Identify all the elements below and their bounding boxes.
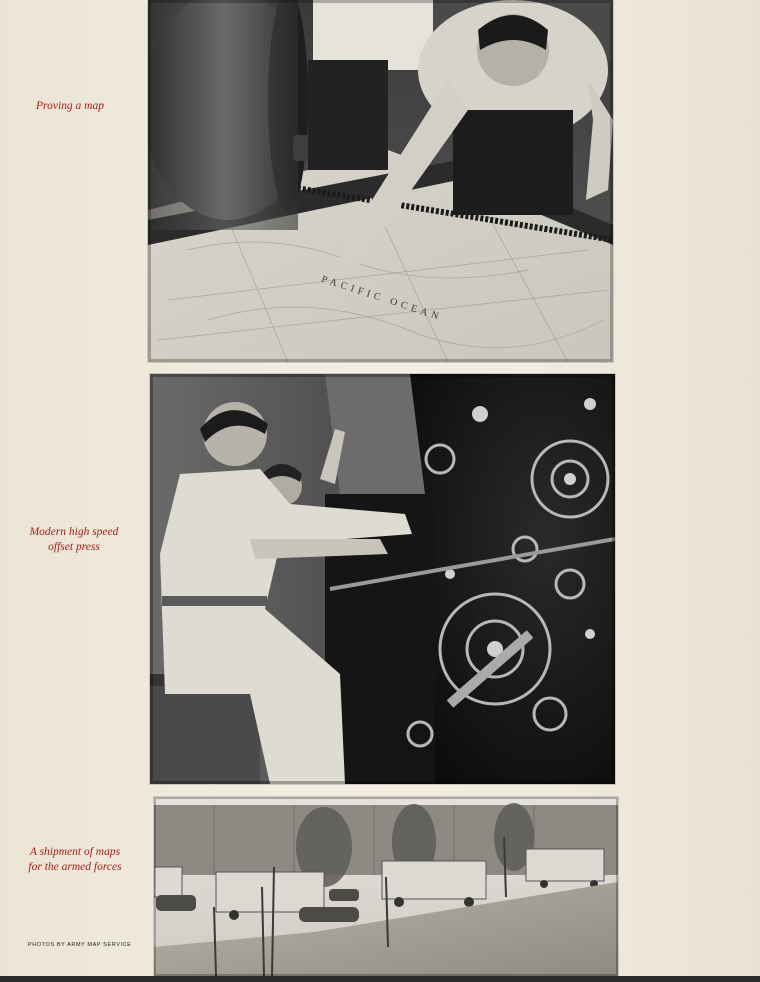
caption-text: Proving a map [36,100,104,112]
photo-map-shipment [154,797,618,976]
caption-line: A shipment of maps [29,846,121,858]
caption-shipment [14,845,136,875]
photo-map-shipment-image [154,797,618,976]
map-ocean-label: PACIFIC OCEAN [320,273,444,324]
photo-offset-press-image [150,374,615,784]
photo-offset-press [150,374,615,784]
caption-offset-press [14,525,134,555]
caption-proving-a-map [22,99,118,114]
photo-proving-map [148,0,613,362]
page-bottom-edge [0,976,760,982]
caption-line: offset press [48,541,100,553]
photo-proving-map-image [148,0,613,362]
photo-credit: PHOTOS BY ARMY MAP SERVICE [28,942,132,948]
caption-line: Modern high speed [29,526,119,538]
caption-line: for the armed forces [28,861,122,873]
